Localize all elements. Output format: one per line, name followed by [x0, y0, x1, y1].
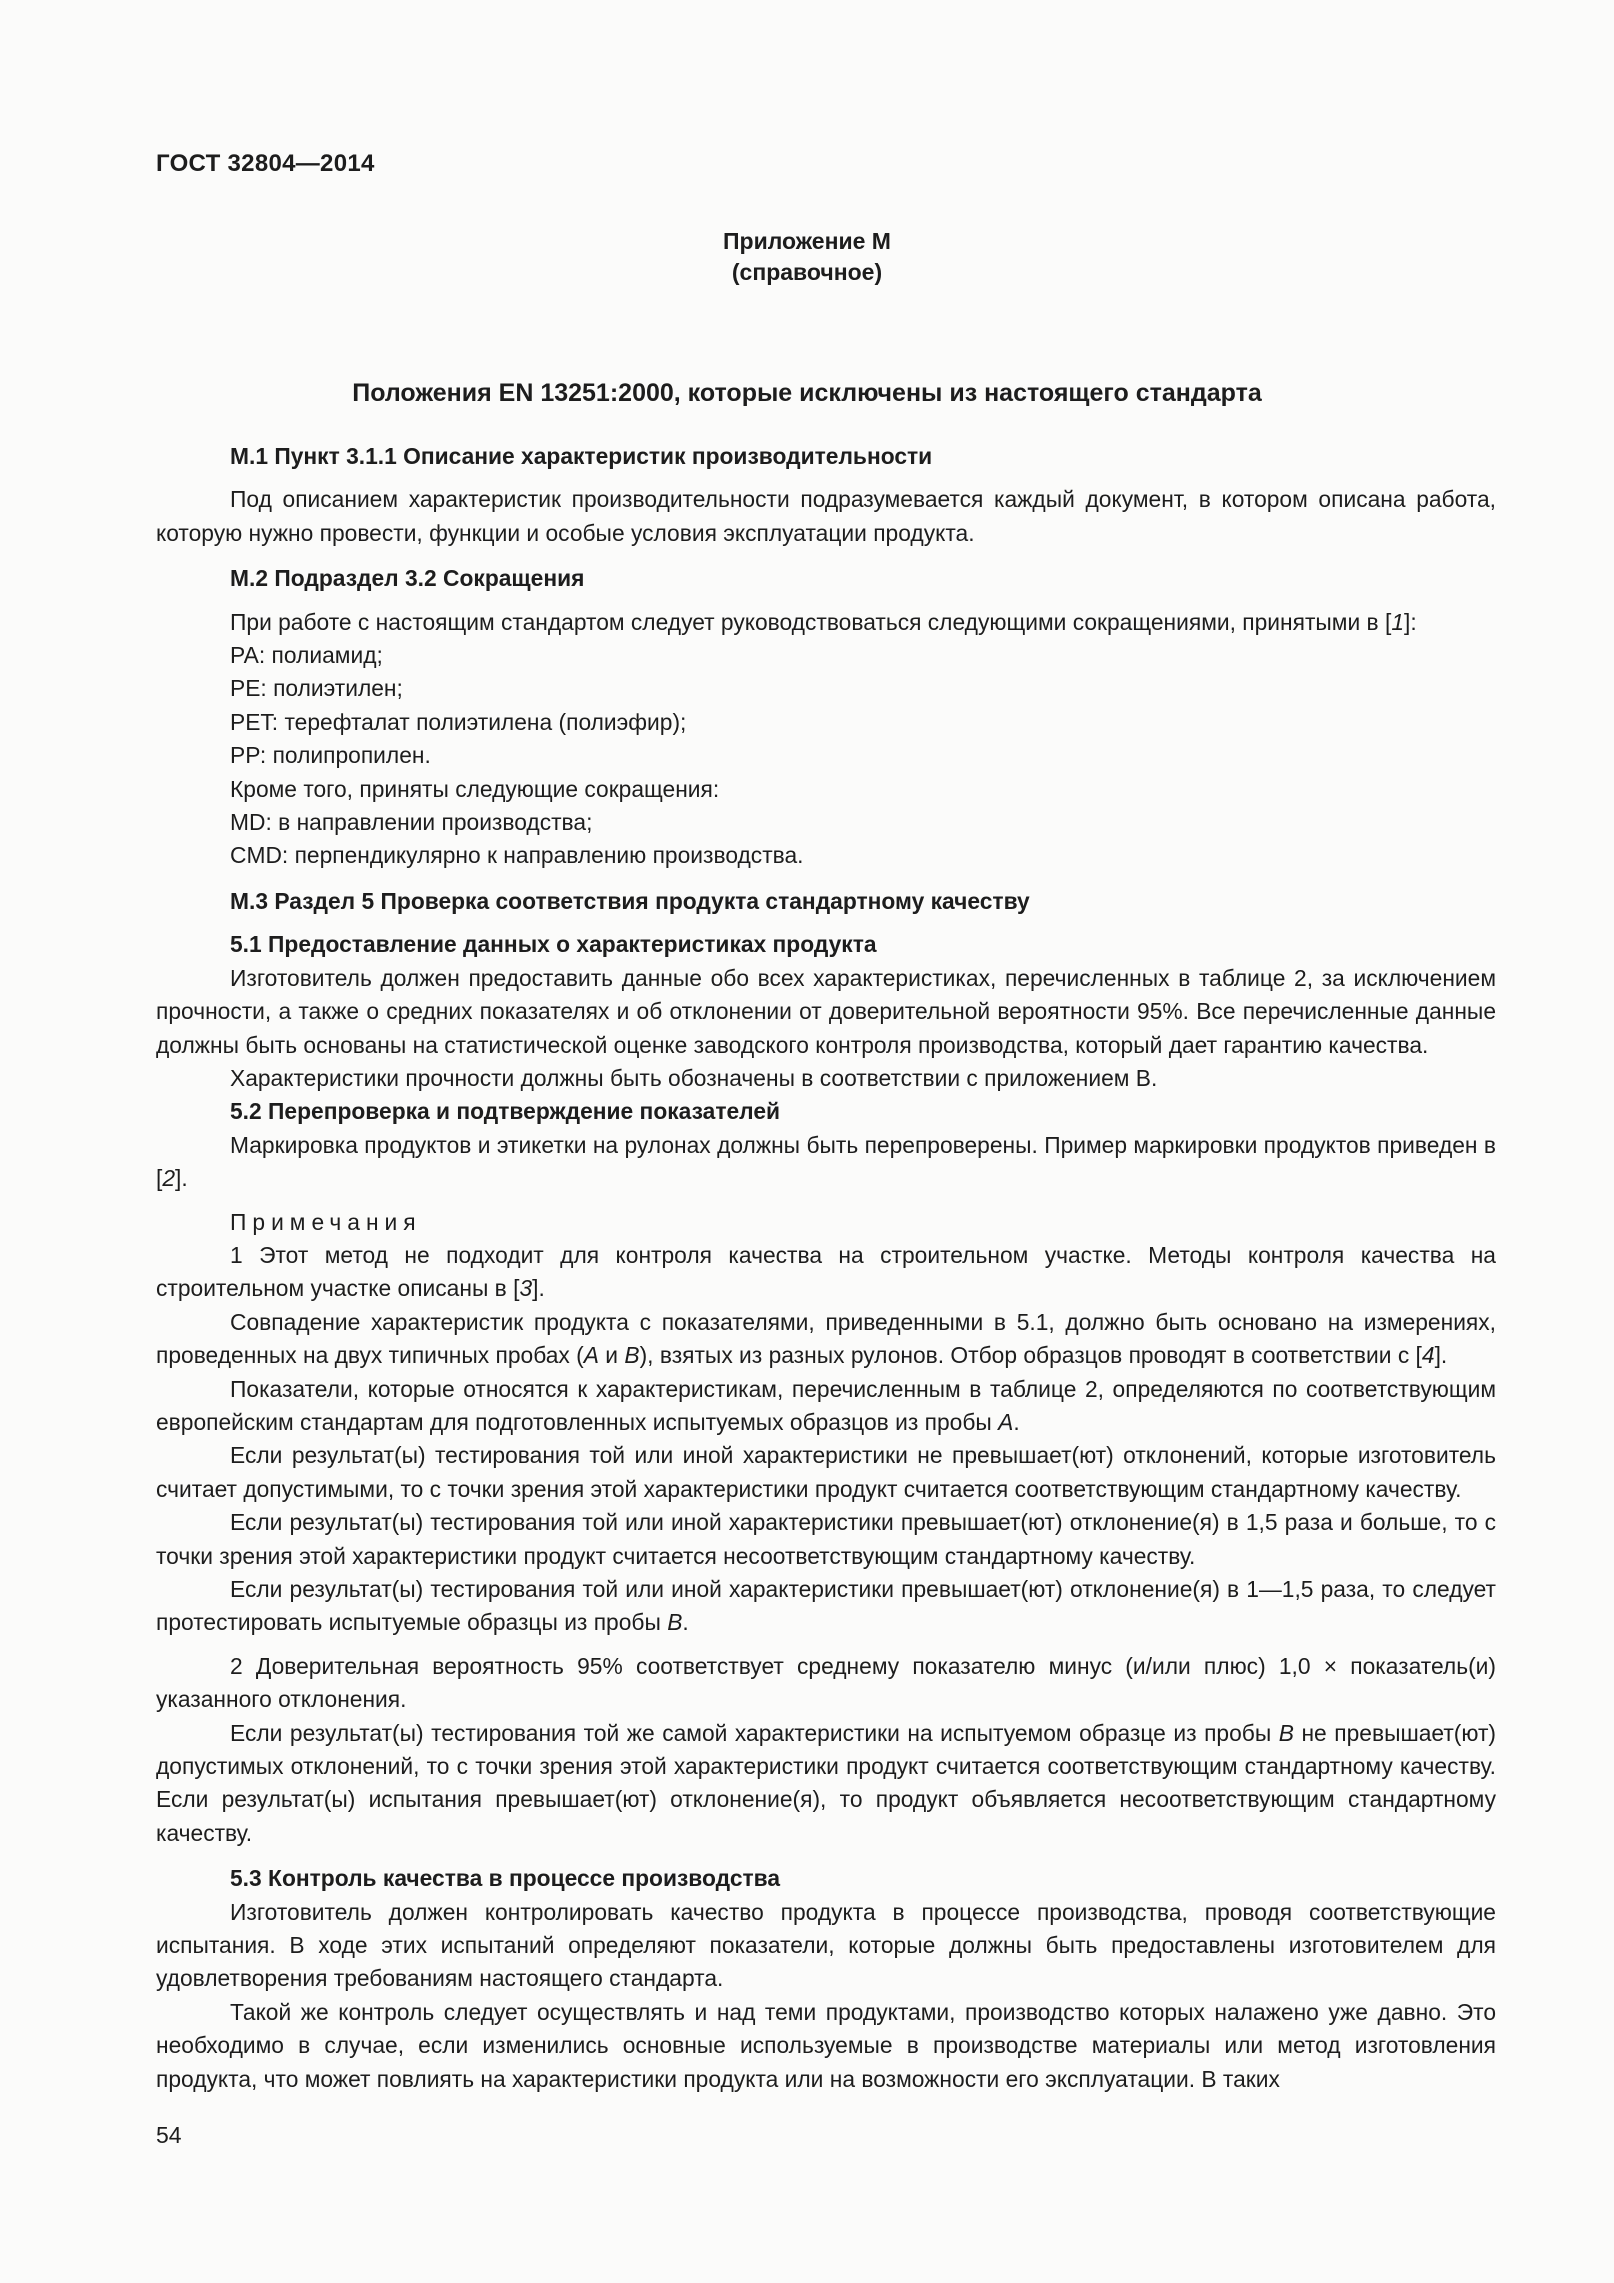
subsection-5-2-heading: 5.2 Перепроверка и подтверждение показателей: [230, 1098, 781, 1125]
paragraph-text-end: ].: [532, 1275, 545, 1302]
paragraph-text: Совпадение характеристик продукта с показателями, приведенными в 5.1, должно быть основано на измерениях, проведенных на двух типичных пробах (: [156, 1308, 1496, 1369]
paragraph-text: Если результат(ы) тестирования той же самой характеристики на испытуемом образце из пробы: [230, 1719, 1279, 1746]
abbreviation-item: РР: полипропилен.: [230, 742, 431, 769]
subsection-5-1-heading: 5.1 Предоставление данных о характеристиках продукта: [230, 931, 877, 958]
note-1-paragraph: Если результат(ы) тестирования той или иной характеристики не превышает(ют) отклонений, которые изготовитель считает допустимыми, то с точки зрения этой характеристики продукт считается соответствующим стандартному качеству.: [156, 1442, 1496, 1502]
annex-title: Приложение М: [723, 228, 891, 254]
paragraph-text-end: .: [1013, 1408, 1020, 1435]
paragraph-text-end: .: [682, 1609, 689, 1636]
subsection-5-1-text: Характеристики прочности должны быть обозначены в соответствии с приложением В.: [230, 1064, 1158, 1091]
section-m1-text: Под описанием характеристик производительности подразумевается каждый документ, в котором описана работа, которую нужно провести, функции и особые условия эксплуатации продукта.: [156, 486, 1496, 546]
section-m2-intro: [156, 606, 1496, 639]
paragraph-text: Маркировка продуктов и этикетки на рулонах должны быть перепроверены. Пример маркировки продуктов приведен в [: [156, 1131, 1496, 1192]
document-body: [156, 440, 1496, 2096]
abbreviation-item: РА: полиамид;: [230, 642, 383, 669]
sample-a: A: [998, 1408, 1014, 1435]
paragraph-text-end: ].: [175, 1165, 188, 1192]
section-m1-heading: М.1 Пункт 3.1.1 Описание характеристик производительности: [230, 443, 933, 469]
subsection-5-1-text: Изготовитель должен предоставить данные обо всех характеристиках, перечисленных в таблице 2, за исключением прочности, а также о средних показателях и об отклонении от доверительной вероятности 95%. Все перечисленные данные должны быть основаны на статистической оценке заводского контроля производства, который дает гарантию качества.: [156, 964, 1496, 1058]
paragraph-text: и: [598, 1342, 625, 1369]
note-2: 2 Доверительная вероятность 95% соответствует среднему показателю минус (и/или плюс) 1,0 × показатель(и) указанного отклонения.: [156, 1652, 1496, 1713]
document-code: ГОСТ 32804—2014: [156, 150, 375, 177]
reference: 2: [162, 1165, 176, 1192]
paragraph-text: Показатели, которые относятся к характеристикам, перечисленным в таблице 2, определяются по соответствующим европейским стандартам для подготовленных испытуемых образцов из пробы: [156, 1375, 1496, 1435]
reference: 3: [519, 1275, 533, 1302]
notes-label: [156, 1206, 1496, 1239]
reference: 4: [1421, 1342, 1435, 1369]
reference: 1: [1391, 608, 1405, 635]
abbreviation-item: PET: терефталат полиэтилена (полиэфир);: [230, 708, 687, 735]
annex-kind: (справочное): [731, 259, 883, 285]
sample-a: A: [583, 1342, 599, 1369]
note-1-paragraph: Если результат(ы) тестирования той или иной характеристики превышает(ют) отклонение(я) в 1,5 раза и больше, то с точки зрения этой характеристики продукт считается несоответствующим стандартному качеству.: [156, 1509, 1496, 1569]
paragraph-text-end: не превышает(ют) допустимых отклонений, то с точки зрения этой характеристики продукт считается соответствующим стандартному качеству. Если результат(ы) испытания превышает(ют) отклонение(я), то продукт объявляется несоответствующим стандартному качеству.: [156, 1719, 1497, 1846]
intro-text: При работе с настоящим стандартом следует руководствоваться следующими сокращениями, принятыми в [: [230, 608, 1392, 635]
paragraph-text: Если результат(ы) тестирования той или иной характеристики превышает(ют) отклонение(я) в 1—1,5 раза, то следует протестировать испытуемые образцы из пробы: [156, 1576, 1496, 1636]
note-1-paragraph: [156, 1573, 1496, 1640]
sample-b: B: [1278, 1719, 1294, 1746]
sample-b: B: [667, 1609, 683, 1636]
abbreviation-item: MD: в направлении производства;: [230, 809, 593, 836]
subsection-5-3-text: Такой же контроль следует осуществлять и над теми продуктами, производство которых налажено уже давно. Это необходимо в случае, если изменились основные используемые в производстве материалы или метод изготовления продукта, что может повлиять на характеристики продукта или на возможности его эксплуатации. В таких: [156, 1998, 1496, 2092]
paragraph-text-end: ].: [1434, 1342, 1448, 1369]
page-number: 54: [156, 2122, 182, 2148]
note-1-paragraph: [156, 1306, 1496, 1373]
note-1: [156, 1239, 1496, 1306]
subsection-5-2-text: [156, 1129, 1496, 1196]
abbreviation-item: РЕ: полиэтилен;: [230, 675, 403, 702]
subsection-5-3-text: Изготовитель должен контролировать качество продукта в процессе производства, проводя соответствующие испытания. В ходе этих испытаний определяют показатели, которые должны быть предоставлены изготовителем для удовлетворения требованиям настоящего стандарта.: [156, 1898, 1496, 1992]
notes-label-text: Примечания: [230, 1208, 422, 1235]
sample-b: B: [624, 1342, 640, 1369]
paragraph-text: ), взятых из разных рулонов. Отбор образцов проводят в соответствии с [: [639, 1342, 1422, 1369]
paragraph-text: 1 Этот метод не подходит для контроля качества на строительном участке. Методы контроля качества на строительном участке описаны в [: [156, 1241, 1496, 1302]
section-m2-heading: М.2 Подраздел 3.2 Сокращения: [230, 565, 585, 592]
note-1-paragraph: [156, 1373, 1496, 1440]
abbreviation-item: CMD: перпендикулярно к направлению производства.: [230, 842, 804, 869]
section-m3-heading: М.3 Раздел 5 Проверка соответствия продукта стандартному качеству: [230, 887, 1030, 914]
abbreviation-item: Кроме того, приняты следующие сокращения:: [230, 775, 720, 802]
subsection-5-3-heading: 5.3 Контроль качества в процессе производства: [230, 1865, 781, 1892]
intro-text-end: ]:: [1404, 608, 1417, 635]
annex-heading: Положения EN 13251:2000, которые исключены из настоящего стандарта: [352, 379, 1262, 407]
note-2-paragraph: [156, 1717, 1496, 1851]
